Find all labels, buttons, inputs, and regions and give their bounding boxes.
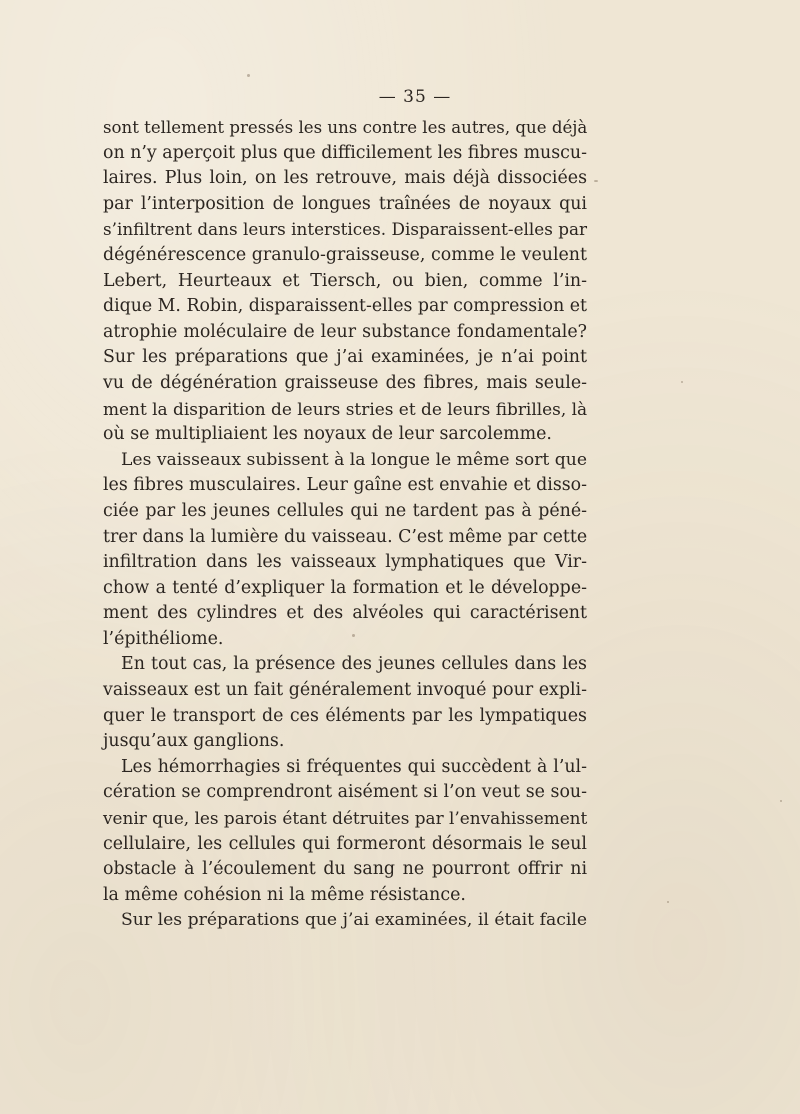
text-line: En tout cas, la présence des jeunes cellules dans les: [121, 654, 587, 675]
text-line: la même cohésion ni la même résistance.: [103, 884, 466, 905]
text-line: ment la disparition de leurs stries et de leurs fibrilles, là: [103, 398, 588, 419]
text-line: chow a tenté d’expliquer la formation et le développe-: [103, 577, 587, 598]
text-line: on n’y aperçoit plus que difficilement les fibres muscu-: [103, 142, 587, 163]
text-line: vaisseaux est un fait généralement invoqué pour expli-: [103, 680, 587, 701]
text-line: Sur les préparations que j’ai examinées, il était facile: [121, 910, 587, 931]
text-line: jusqu’aux ganglions.: [103, 731, 285, 752]
text-line: Les vaisseaux subissent à la longue le même sort que: [121, 449, 587, 470]
text-line: Les hémorrhagies si fréquentes qui succèdent à l’ul-: [121, 756, 587, 777]
text-line: obstacle à l’écoulement du sang ne pourront offrir ni: [103, 859, 587, 880]
text-line: Sur les préparations que j’ai examinées, je n’ai point: [103, 347, 587, 368]
text-line: ciée par les jeunes cellules qui ne tardent pas à péné-: [103, 500, 587, 521]
text-line: infiltration dans les vaisseaux lymphatiques que Vir-: [103, 552, 587, 573]
text-line: sont tellement pressés les uns contre les autres, que déjà: [103, 118, 588, 137]
text-line: ment des cylindres et des alvéoles qui caractérisent: [103, 603, 587, 624]
paper-speck: [780, 800, 782, 802]
text-line: s’infiltrent dans leurs interstices. Disparaissent-elles par: [103, 219, 587, 240]
text-line: Lebert, Heurteaux et Tiersch, ou bien, comme l’in-: [103, 270, 587, 291]
text-line: vu de dégénération graisseuse des fibres, mais seule-: [103, 372, 587, 393]
text-line: où se multipliaient les noyaux de leur sarcolemme.: [103, 424, 552, 445]
paper-speck: [247, 74, 250, 77]
text-line: les fibres musculaires. Leur gaîne est envahie et disso-: [103, 475, 587, 496]
page-number: — 35 —: [378, 87, 452, 107]
text-line: trer dans la lumière du vaisseau. C’est même par cette: [103, 526, 588, 547]
text-line: dégénérescence granulo-graisseuse, comme le veulent: [103, 244, 587, 265]
text-line: atrophie moléculaire de leur substance fondamentale?: [103, 321, 587, 342]
paper-speck: [681, 381, 683, 383]
paper-speck: [594, 180, 598, 182]
text-line: cération se comprendront aisément si l’on veut se sou-: [103, 782, 587, 803]
paper-speck: [667, 901, 669, 903]
text-line: venir que, les parois étant détruites par l’envahissement: [103, 808, 588, 829]
text-line: cellulaire, les cellules qui formeront désormais le seul: [103, 833, 587, 854]
text-line: laires. Plus loin, on les retrouve, mais déjà dissociées: [103, 168, 587, 189]
text-line: par l’interposition de longues traînées de noyaux qui: [103, 193, 587, 214]
text-line: quer le transport de ces éléments par les lympatiques: [103, 705, 587, 726]
body-text: [103, 115, 587, 934]
text-line: l’épithéliome.: [103, 628, 224, 649]
text-line: dique M. Robin, disparaissent-elles par compression et: [103, 296, 587, 317]
paper-speck: [352, 634, 355, 637]
